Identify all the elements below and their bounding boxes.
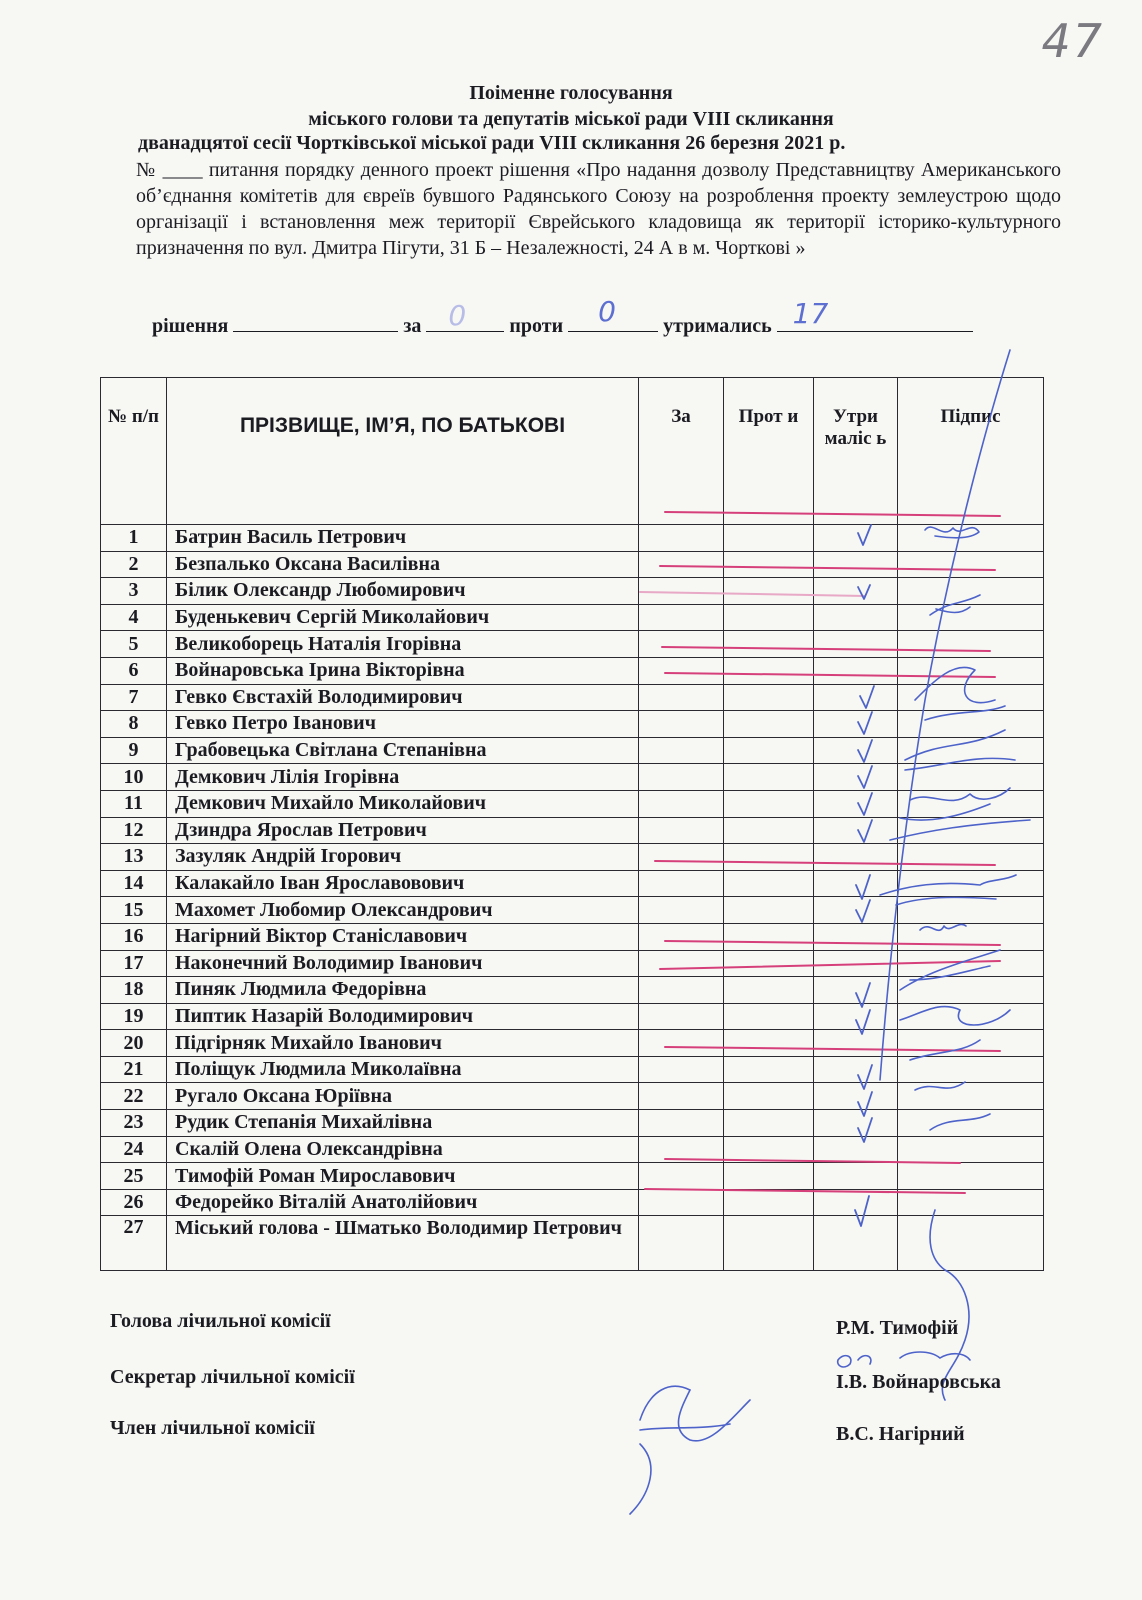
- deputy-name: Міський голова - Шматько Володимир Петрович: [167, 1216, 639, 1271]
- cell-for: [639, 897, 724, 924]
- cell-for: [639, 684, 724, 711]
- row-number: 13: [101, 844, 167, 871]
- row-number: 12: [101, 817, 167, 844]
- table-row: [101, 657, 1044, 684]
- cell-against: [724, 1030, 814, 1057]
- table-row: [101, 1030, 1044, 1057]
- cell-for: [639, 1030, 724, 1057]
- table-row: [101, 737, 1044, 764]
- cell-signature: [898, 817, 1044, 844]
- row-number: 16: [101, 923, 167, 950]
- cell-against: [724, 551, 814, 578]
- cell-for: [639, 1003, 724, 1030]
- decision-summary: [152, 295, 973, 338]
- table-row: [101, 977, 1044, 1004]
- row-number: 17: [101, 950, 167, 977]
- secretary-name: І.В. Войнаровська: [836, 1371, 1001, 1393]
- deputy-name: Підгірняк Михайло Іванович: [167, 1030, 639, 1057]
- cell-for: [639, 764, 724, 791]
- cell-abstained: [814, 578, 898, 605]
- cell-abstained: [814, 1136, 898, 1163]
- deputy-name: Калакайло Іван Ярославовович: [167, 870, 639, 897]
- deputy-name: Войнаровська Ірина Вікторівна: [167, 657, 639, 684]
- header-against: Прот и: [724, 378, 814, 525]
- deputy-name: Демкович Михайло Миколайович: [167, 790, 639, 817]
- abstained-label: утримались: [663, 315, 772, 337]
- cell-against: [724, 525, 814, 552]
- against-label: проти: [509, 315, 564, 337]
- deputy-name: Буденькевич Сергій Миколайович: [167, 604, 639, 631]
- cell-signature: [898, 1056, 1044, 1083]
- cell-against: [724, 1056, 814, 1083]
- row-number: 4: [101, 604, 167, 631]
- table-row: [101, 817, 1044, 844]
- deputy-name: Тимофій Роман Мирославович: [167, 1163, 639, 1190]
- row-number: 5: [101, 631, 167, 658]
- roll-call-table: [100, 377, 1044, 1271]
- for-label: за: [403, 315, 422, 337]
- cell-abstained: [814, 657, 898, 684]
- cell-signature: [898, 1163, 1044, 1190]
- cell-abstained: [814, 1163, 898, 1190]
- cell-signature: [898, 525, 1044, 552]
- cell-signature: [898, 923, 1044, 950]
- cell-against: [724, 844, 814, 871]
- row-number: 14: [101, 870, 167, 897]
- row-number: 9: [101, 737, 167, 764]
- cell-signature: [898, 1189, 1044, 1216]
- cell-for: [639, 977, 724, 1004]
- cell-for: [639, 844, 724, 871]
- cell-signature: [898, 711, 1044, 738]
- cell-abstained: [814, 1110, 898, 1137]
- cell-against: [724, 737, 814, 764]
- cell-against: [724, 631, 814, 658]
- abstained-value: 17: [792, 297, 829, 330]
- cell-for: [639, 525, 724, 552]
- row-number: 25: [101, 1163, 167, 1190]
- cell-signature: [898, 897, 1044, 924]
- deputy-name: Махомет Любомир Олександрович: [167, 897, 639, 924]
- header-for: За: [639, 378, 724, 525]
- table-row: [101, 1189, 1044, 1216]
- cell-for: [639, 1216, 724, 1271]
- cell-for: [639, 950, 724, 977]
- member-name: В.С. Нагірний: [836, 1423, 965, 1445]
- row-number: 1: [101, 525, 167, 552]
- cell-abstained: [814, 1003, 898, 1030]
- cell-signature: [898, 1110, 1044, 1137]
- cell-for: [639, 1189, 724, 1216]
- cell-for: [639, 578, 724, 605]
- cell-for: [639, 817, 724, 844]
- cell-against: [724, 657, 814, 684]
- cell-abstained: [814, 817, 898, 844]
- cell-abstained: [814, 897, 898, 924]
- cell-against: [724, 817, 814, 844]
- table-row: [101, 551, 1044, 578]
- deputy-name: Великоборець Наталія Ігорівна: [167, 631, 639, 658]
- deputy-name: Нагірний Віктор Станіславович: [167, 923, 639, 950]
- cell-abstained: [814, 711, 898, 738]
- cell-signature: [898, 578, 1044, 605]
- deputy-name: Федорейко Віталій Анатолійович: [167, 1189, 639, 1216]
- cell-for: [639, 604, 724, 631]
- abstained-blank: [777, 297, 973, 332]
- row-number: 27: [101, 1216, 167, 1271]
- row-number: 21: [101, 1056, 167, 1083]
- table-row: [101, 1136, 1044, 1163]
- deputy-name: Скалій Олена Олександрівна: [167, 1136, 639, 1163]
- cell-signature: [898, 1136, 1044, 1163]
- row-number: 7: [101, 684, 167, 711]
- header-signature: Підпис: [898, 378, 1044, 525]
- cell-for: [639, 790, 724, 817]
- cell-signature: [898, 844, 1044, 871]
- deputy-name: Демкович Лілія Ігорівна: [167, 764, 639, 791]
- for-value: 0: [448, 299, 467, 332]
- cell-signature: [898, 1030, 1044, 1057]
- cell-signature: [898, 764, 1044, 791]
- cell-signature: [898, 737, 1044, 764]
- cell-against: [724, 1136, 814, 1163]
- deputy-name: Гевко Євстахій Володимирович: [167, 684, 639, 711]
- cell-signature: [898, 551, 1044, 578]
- row-number: 22: [101, 1083, 167, 1110]
- table-row: [101, 1003, 1044, 1030]
- cell-for: [639, 1136, 724, 1163]
- cell-against: [724, 950, 814, 977]
- cell-abstained: [814, 1056, 898, 1083]
- cell-for: [639, 923, 724, 950]
- deputy-name: Зазуляк Андрій Ігорович: [167, 844, 639, 871]
- cell-abstained: [814, 684, 898, 711]
- deputy-name: Безпалько Оксана Василівна: [167, 551, 639, 578]
- cell-abstained: [814, 631, 898, 658]
- cell-signature: [898, 684, 1044, 711]
- cell-signature: [898, 657, 1044, 684]
- agenda-question: № ____ питання порядку денного проект рішення «Про надання дозволу Представництву Американського об’єднання комітетів для євреїв бувшого Радянського Союзу на розроблення проекту землеустрою щодо організації і встановлення меж території Єврейського кладовища як території історико-культурного призначення по вул. Дмитра Пігути, 31 Б – Незалежності, 24 А в м. Чорткові »: [136, 159, 1061, 259]
- deputy-name: Пиптик Назарій Володимирович: [167, 1003, 639, 1030]
- cell-against: [724, 897, 814, 924]
- for-blank: [426, 299, 504, 332]
- cell-signature: [898, 631, 1044, 658]
- table-row: [101, 1083, 1044, 1110]
- deputy-name: Поліщук Людмила Миколаївна: [167, 1056, 639, 1083]
- row-number: 19: [101, 1003, 167, 1030]
- table-row: [101, 923, 1044, 950]
- cell-against: [724, 1110, 814, 1137]
- table-row: [101, 684, 1044, 711]
- cell-abstained: [814, 950, 898, 977]
- table-row: [101, 578, 1044, 605]
- against-value: 0: [598, 295, 616, 328]
- row-number: 3: [101, 578, 167, 605]
- table-row: [101, 1216, 1044, 1271]
- member-label: Член лічильної комісії: [110, 1417, 315, 1439]
- chair-label: Голова лічильної комісії: [110, 1310, 331, 1332]
- row-number: 18: [101, 977, 167, 1004]
- table-row: [101, 764, 1044, 791]
- cell-signature: [898, 870, 1044, 897]
- cell-for: [639, 870, 724, 897]
- table-row: [101, 711, 1044, 738]
- cell-signature: [898, 950, 1044, 977]
- cell-for: [639, 1110, 724, 1137]
- deputy-name: Гевко Петро Іванович: [167, 711, 639, 738]
- cell-against: [724, 1216, 814, 1271]
- cell-abstained: [814, 604, 898, 631]
- decision-label: рішення: [152, 315, 229, 337]
- row-number: 11: [101, 790, 167, 817]
- header-abstained: Утри маліс ь: [814, 378, 898, 525]
- row-number: 10: [101, 764, 167, 791]
- table-row: [101, 1110, 1044, 1137]
- cell-abstained: [814, 923, 898, 950]
- cell-abstained: [814, 1189, 898, 1216]
- cell-against: [724, 790, 814, 817]
- row-number: 23: [101, 1110, 167, 1137]
- cell-for: [639, 1163, 724, 1190]
- row-number: 26: [101, 1189, 167, 1216]
- deputy-name: Білик Олександр Любомирович: [167, 578, 639, 605]
- cell-against: [724, 578, 814, 605]
- cell-signature: [898, 790, 1044, 817]
- row-number: 8: [101, 711, 167, 738]
- row-number: 24: [101, 1136, 167, 1163]
- document-title: Поіменне голосування: [469, 82, 673, 104]
- cell-abstained: [814, 977, 898, 1004]
- deputy-name: Рудик Степанія Михайлівна: [167, 1110, 639, 1137]
- header-name: ПРІЗВИЩЕ, ІМ’Я, ПО БАТЬКОВІ: [167, 378, 639, 525]
- cell-for: [639, 737, 724, 764]
- cell-against: [724, 1083, 814, 1110]
- cell-for: [639, 711, 724, 738]
- cell-against: [724, 711, 814, 738]
- cell-signature: [898, 1216, 1044, 1271]
- cell-for: [639, 631, 724, 658]
- table-row: [101, 897, 1044, 924]
- cell-abstained: [814, 1216, 898, 1271]
- cell-against: [724, 764, 814, 791]
- header-num: № п/п: [101, 378, 167, 525]
- row-number: 2: [101, 551, 167, 578]
- secretary-label: Секретар лічильної комісії: [110, 1366, 355, 1388]
- deputy-name: Батрин Василь Петрович: [167, 525, 639, 552]
- cell-against: [724, 1189, 814, 1216]
- cell-abstained: [814, 525, 898, 552]
- cell-abstained: [814, 1030, 898, 1057]
- cell-against: [724, 1163, 814, 1190]
- table-row: [101, 631, 1044, 658]
- cell-for: [639, 551, 724, 578]
- cell-abstained: [814, 551, 898, 578]
- deputy-name: Наконечний Володимир Іванович: [167, 950, 639, 977]
- session-line: дванадцятої сесії Чортківської міської ради VIII скликання 26 березня 2021 р.: [138, 132, 846, 154]
- page-number: 47: [1041, 14, 1104, 68]
- deputy-name: Ругало Оксана Юріївна: [167, 1083, 639, 1110]
- cell-signature: [898, 977, 1044, 1004]
- cell-abstained: [814, 790, 898, 817]
- cell-against: [724, 684, 814, 711]
- row-number: 6: [101, 657, 167, 684]
- cell-signature: [898, 1083, 1044, 1110]
- cell-abstained: [814, 1083, 898, 1110]
- table-row: [101, 870, 1044, 897]
- cell-abstained: [814, 737, 898, 764]
- against-blank: [568, 295, 658, 332]
- cell-against: [724, 977, 814, 1004]
- row-number: 15: [101, 897, 167, 924]
- table-row: [101, 790, 1044, 817]
- deputy-name: Пиняк Людмила Федорівна: [167, 977, 639, 1004]
- table-row: [101, 950, 1044, 977]
- table-row: [101, 1056, 1044, 1083]
- cell-for: [639, 1056, 724, 1083]
- cell-against: [724, 870, 814, 897]
- cell-for: [639, 657, 724, 684]
- table-header-row: [101, 378, 1044, 525]
- cell-abstained: [814, 764, 898, 791]
- cell-signature: [898, 604, 1044, 631]
- cell-against: [724, 1003, 814, 1030]
- chair-name: Р.М. Тимофій: [836, 1317, 959, 1339]
- document-subtitle: міського голови та депутатів міської ради VIII скликання: [308, 108, 834, 130]
- cell-abstained: [814, 844, 898, 871]
- cell-against: [724, 923, 814, 950]
- cell-against: [724, 604, 814, 631]
- row-number: 20: [101, 1030, 167, 1057]
- decision-blank: [233, 313, 398, 332]
- deputy-name: Грабовецька Світлана Степанівна: [167, 737, 639, 764]
- deputy-name: Дзиндра Ярослав Петрович: [167, 817, 639, 844]
- cell-abstained: [814, 870, 898, 897]
- table-row: [101, 525, 1044, 552]
- table-row: [101, 604, 1044, 631]
- cell-signature: [898, 1003, 1044, 1030]
- table-row: [101, 1163, 1044, 1190]
- table-row: [101, 844, 1044, 871]
- cell-for: [639, 1083, 724, 1110]
